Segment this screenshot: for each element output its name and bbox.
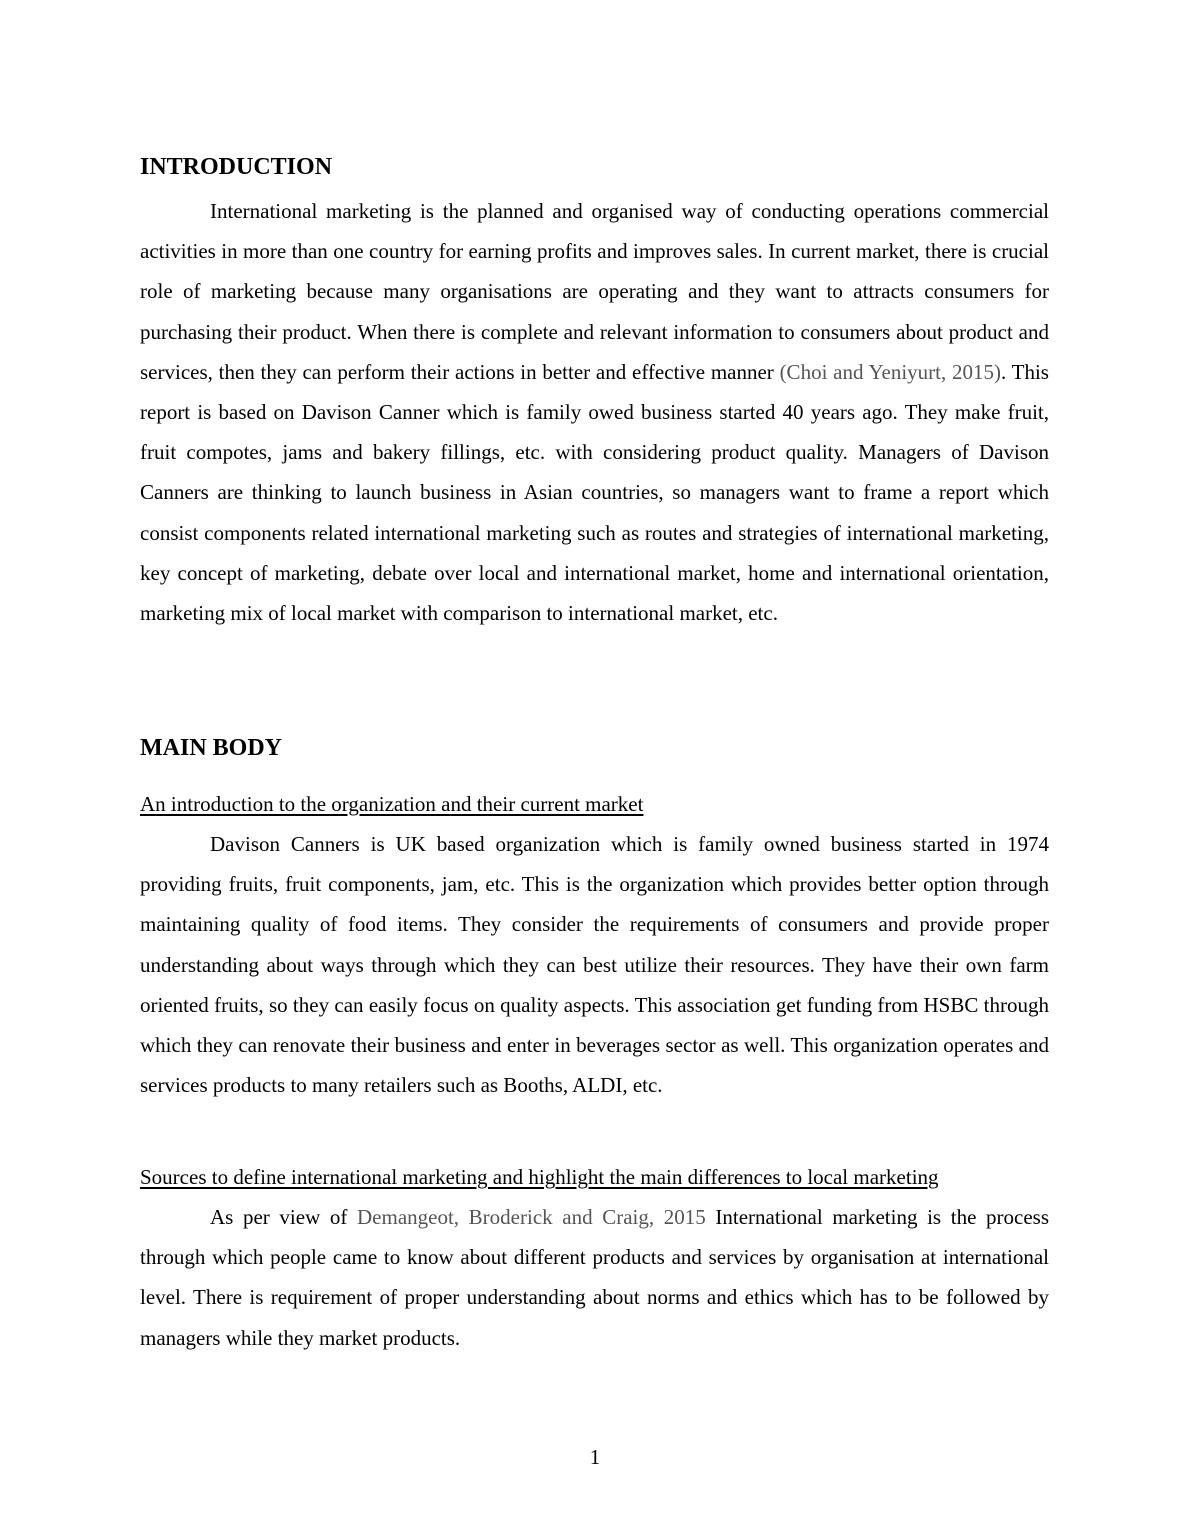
international-marketing-subheading: Sources to define international marketing and highlight the main differences to local marketing [140, 1165, 939, 1189]
introduction-paragraph [140, 191, 1049, 633]
introduction-citation: (Choi and Yeniyurt, 2015) [779, 359, 1002, 384]
international-marketing-text-before-citation: As per view of [210, 1205, 357, 1229]
international-marketing-citation: Demangeot, Broderick and Craig, 2015 [357, 1205, 706, 1229]
introduction-heading: INTRODUCTION [140, 154, 333, 180]
international-marketing-text-after-citation: International marketing is the process through which people came to know about different products and services by organisation at international level. There is requirement of proper understanding about norms and ethics which has to be followed by managers while they market products. [140, 1205, 1050, 1350]
organization-intro-subheading: An introduction to the organization and their current market [140, 792, 644, 816]
page-number: 1 [589, 1445, 601, 1469]
organization-intro-paragraph: Davison Canners is UK based organization which is family owned business started in 1974 providing fruits, fruit components, jam, etc. This is the organization which provides better option through maintaining quality of food items. They consider the requirements of consumers and provide proper understanding about ways through which they can best utilize their resources. They have their own farm oriented fruits, so they can easily focus on quality aspects. This association get funding from HSBC through which they can renovate their business and enter in beverages sector as well. This organization operates and services products to many retailers such as Booths, ALDI, etc. [140, 832, 1049, 1098]
international-marketing-paragraph [140, 1197, 1049, 1358]
introduction-text-after-citation: . This report is based on Davison Canner which is family owed business started 40 years ago. They make fruit, fruit compotes, jams and bakery fillings, etc. with considering product quality. Managers of Davison Canners are thinking to launch business in Asian countries, so managers want to frame a report which consist components related international marketing such as routes and strategies of international marketing, key concept of marketing, debate over local and international market, home and international orientation, marketing mix of local market with comparison to international market, etc. [140, 359, 1049, 626]
main-body-heading: MAIN BODY [140, 735, 282, 761]
introduction-text-before-citation: International marketing is the planned and organised way of conducting operations commercial activities in more than one country for earning profits and improves sales. In current market, there is crucial role of marketing because many organisations are operating and they want to attracts consumers for purchasing their product. When there is complete and relevant information to consumers about product and services, then they can perform their actions in better and effective manner [140, 199, 1049, 384]
